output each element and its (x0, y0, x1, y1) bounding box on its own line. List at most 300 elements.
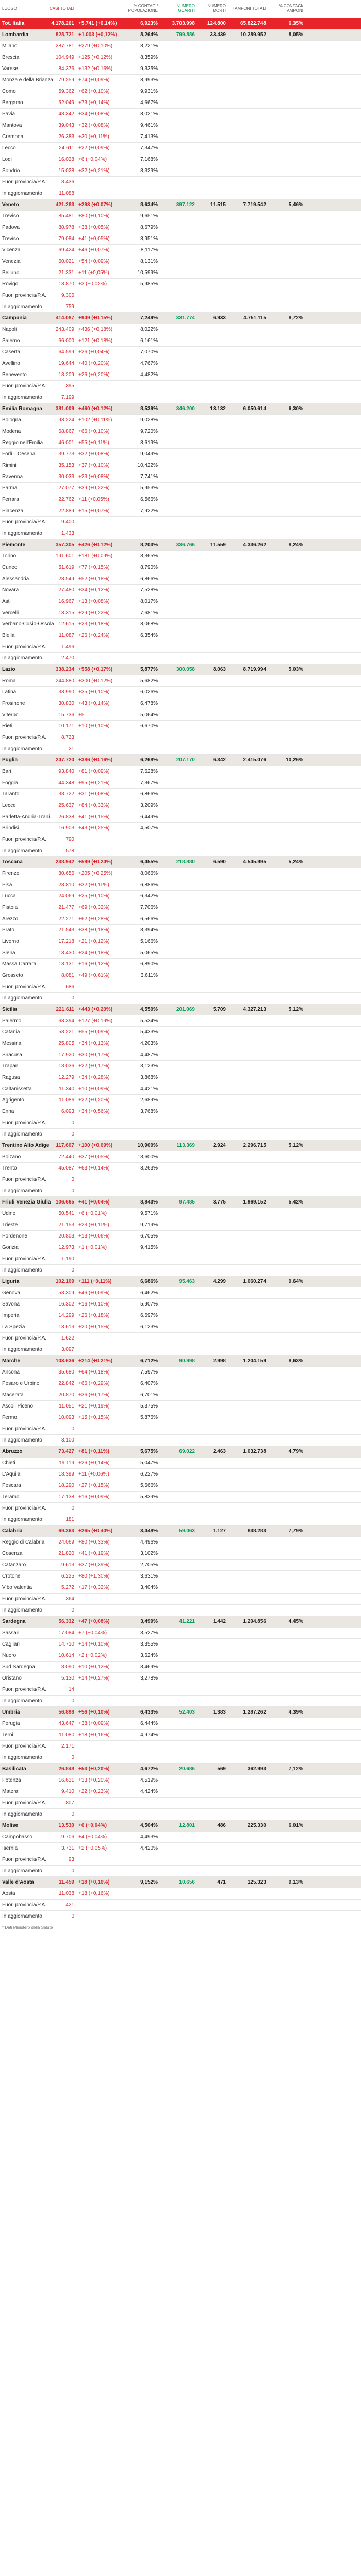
cell-place: Vercelli (2, 610, 19, 616)
cell-recovered: 799.886 (176, 32, 195, 38)
cell-place: In aggiornamento (2, 1698, 42, 1704)
cell-place: Cremona (2, 134, 24, 140)
cell-total-cases: 5.272 (61, 1585, 74, 1590)
cell-cases-population: 8,068% (140, 621, 158, 627)
cell-tests: 225.330 (247, 1823, 266, 1828)
cell-cases-tests: 6,30% (288, 406, 303, 412)
province-row (0, 1673, 361, 1684)
cell-deaths: 1.127 (212, 1528, 226, 1534)
cell-delta: +18 (+0,16%) (78, 1879, 110, 1885)
province-row (0, 165, 361, 177)
cell-total-cases: 72.440 (58, 1154, 74, 1160)
cell-place: In aggiornamento (2, 1913, 42, 1919)
cell-place: Vibo Valentia (2, 1585, 32, 1590)
cell-place: Emilia Romagna (2, 406, 42, 412)
cell-tests: 4.751.115 (243, 315, 266, 321)
cell-place: Oristano (2, 1675, 22, 1681)
cell-delta: +34 (+0,12%) (78, 587, 110, 593)
cell-place: Gorizia (2, 1245, 19, 1250)
cell-total-cases: 64.599 (58, 349, 74, 355)
cell-delta: +3 (+0,02%) (78, 281, 107, 287)
cell-delta: +20 (+0,15%) (78, 1324, 110, 1330)
cell-place: In aggiornamento (2, 1607, 42, 1613)
cell-total-cases: 26.383 (58, 134, 74, 140)
cell-place: Treviso (2, 213, 19, 219)
cell-delta: +13 (+0,06%) (78, 1233, 110, 1239)
cell-delta: +37 (+0,39%) (78, 1562, 110, 1568)
cell-cases-population: 8,066% (140, 871, 158, 876)
region-row (0, 1004, 361, 1015)
cell-place: Novara (2, 587, 19, 593)
province-row (0, 1741, 361, 1752)
cell-cases-tests: 6,01% (288, 1823, 303, 1828)
province-row (0, 1605, 361, 1616)
cell-total-cases: 30.830 (58, 701, 74, 706)
province-row (0, 1367, 361, 1378)
cell-delta: +52 (+0,18%) (78, 576, 110, 582)
cell-place: Umbria (2, 1709, 20, 1715)
cell-place: Siena (2, 950, 15, 956)
province-row (0, 494, 361, 505)
region-row (0, 755, 361, 766)
cell-total-cases: 13.131 (58, 961, 74, 967)
cell-place: Rovigo (2, 281, 19, 287)
cell-place: Bari (2, 769, 11, 774)
cell-delta: +81 (+0,11%) (78, 1449, 110, 1454)
cell-deaths: 8.063 (212, 667, 226, 672)
cell-recovered: 218.880 (176, 859, 195, 865)
cell-delta: +40 (+0,20%) (78, 361, 110, 366)
cell-delta: +38 (+0,09%) (78, 1721, 110, 1726)
cell-delta: +38 (+0,05%) (78, 225, 110, 230)
cell-total-cases: 28.549 (58, 576, 74, 582)
cell-total-cases: 0 (71, 1267, 74, 1273)
cell-place: Massa Carrara (2, 961, 37, 967)
cell-cases-population: 5,065% (140, 950, 158, 956)
cell-cases-population: 10,900% (137, 1143, 158, 1148)
cell-total-cases: 22.762 (58, 497, 74, 502)
province-row (0, 879, 361, 891)
cell-delta: +80 (+0,10%) (78, 213, 110, 219)
province-row (0, 1900, 361, 1911)
cell-delta: +111 (+0,11%) (78, 1279, 112, 1284)
cell-deaths: 569 (217, 1766, 226, 1772)
province-row (0, 913, 361, 925)
province-row (0, 596, 361, 607)
cell-delta: +73 (+0,14%) (78, 100, 110, 106)
cell-recovered: 97.485 (179, 1199, 195, 1205)
province-row (0, 528, 361, 539)
cell-cases-population: 3,102% (140, 1551, 158, 1556)
cell-place: Treviso (2, 236, 19, 242)
cell-cases-population: 5,682% (140, 678, 158, 684)
cell-delta: +49 (+0,61%) (78, 973, 110, 978)
cell-delta: +11 (+0,05%) (78, 497, 109, 502)
cell-total-cases: 11.088 (59, 191, 74, 196)
cell-total-cases: 11.087 (59, 633, 74, 638)
cell-delta: +54 (+0,09%) (78, 259, 110, 264)
cell-place: Perugia (2, 1721, 20, 1726)
province-row (0, 1492, 361, 1503)
cell-total-cases: 68.867 (58, 429, 74, 434)
cell-place: Fuori provincia/P.A. (2, 1902, 46, 1908)
cell-delta: +37 (+0,05%) (78, 1154, 110, 1160)
cell-cases-population: 7,367% (140, 780, 158, 786)
cell-place: Modena (2, 429, 21, 434)
province-row (0, 823, 361, 834)
cell-total-cases: 104.949 (55, 55, 74, 60)
province-row (0, 267, 361, 279)
cell-delta: +11 (+0,06%) (78, 1471, 109, 1477)
province-row (0, 279, 361, 290)
cell-total-cases: 759 (65, 304, 74, 310)
province-row (0, 777, 361, 789)
cell-total-cases: 25.805 (58, 1041, 74, 1046)
cell-cases-population: 7,741% (140, 474, 158, 480)
cell-tests: 1.032.738 (243, 1449, 266, 1454)
cell-cases-population: 8,021% (140, 111, 158, 117)
cell-cases-population: 8,365% (140, 553, 158, 559)
cell-total-cases: 56.332 (58, 1619, 74, 1624)
cell-delta: +16 (+0,12%) (78, 961, 110, 967)
province-row (0, 426, 361, 437)
cell-total-cases: 73.427 (58, 1449, 74, 1454)
cell-total-cases: 0 (71, 1698, 74, 1704)
province-row (0, 959, 361, 970)
cell-delta: +47 (+0,08%) (78, 1619, 110, 1624)
cell-place: Sud Sardegna (2, 1664, 35, 1670)
cell-cases-population: 6,342% (140, 893, 158, 899)
cell-place: Ancona (2, 1369, 20, 1375)
cell-cases-population: 4,507% (140, 825, 158, 831)
cell-cases-population: 3,624% (140, 1653, 158, 1658)
cell-total-cases: 357.305 (55, 542, 74, 548)
cell-delta: +7 (+0,04%) (78, 1630, 107, 1636)
province-row (0, 75, 361, 86)
cell-place: Udine (2, 1211, 16, 1216)
province-row (0, 947, 361, 959)
cell-delta: +32 (+0,11%) (78, 882, 109, 888)
province-row (0, 154, 361, 165)
province-row (0, 1242, 361, 1253)
cell-delta: +30 (+0,11%) (78, 134, 109, 140)
province-row (0, 233, 361, 245)
province-row (0, 1650, 361, 1662)
cell-place: Reggio nell'Emilia (2, 440, 43, 446)
province-row (0, 324, 361, 335)
cell-total-cases: 103.636 (55, 1358, 74, 1364)
cell-cases-tests: 5,12% (288, 1143, 303, 1148)
cell-delta: +55 (+0,09%) (78, 1029, 110, 1035)
cell-total-cases: 19.644 (58, 361, 74, 366)
cell-place: Pistoia (2, 905, 18, 910)
cell-cases-population: 4,519% (140, 1777, 158, 1783)
cell-total-cases: 68.394 (58, 1018, 74, 1024)
cell-delta: +181 (+0,09%) (78, 553, 113, 559)
province-row (0, 392, 361, 403)
cell-place: Bergamo (2, 100, 23, 106)
cell-cases-population: 4,974% (140, 1732, 158, 1738)
cell-place: Genova (2, 1290, 21, 1296)
province-row (0, 1265, 361, 1276)
cell-recovered: 59.063 (179, 1528, 195, 1534)
province-row (0, 936, 361, 947)
cell-delta: +460 (+0,12%) (78, 406, 113, 412)
cell-cases-population: 6,433% (140, 1709, 158, 1715)
cell-cases-population: 5,375% (140, 1403, 158, 1409)
province-row (0, 301, 361, 313)
province-row (0, 845, 361, 857)
cell-total-cases: 364 (65, 1596, 74, 1602)
cell-total-cases: 14 (68, 1687, 74, 1692)
province-row (0, 1083, 361, 1095)
cell-total-cases: 221.611 (56, 1007, 74, 1012)
cell-cases-population: 4,767% (140, 361, 158, 366)
cell-place: In aggiornamento (2, 191, 42, 196)
cell-delta: +31 (+0,08%) (78, 791, 110, 797)
cell-total-cases: 27.077 (58, 485, 74, 491)
cell-cases-population: 4,493% (140, 1834, 158, 1840)
cell-total-cases: 102.109 (55, 1279, 74, 1284)
cell-cases-population: 8,329% (140, 168, 158, 174)
cell-cases-population: 5,666% (140, 1483, 158, 1488)
cell-cases-population: 6,026% (140, 689, 158, 695)
cell-place: Parma (2, 485, 18, 491)
cell-place: Palermo (2, 1018, 22, 1024)
province-row (0, 868, 361, 879)
province-row (0, 1401, 361, 1412)
province-row (0, 1798, 361, 1809)
cell-total-cases: 790 (65, 837, 74, 842)
cell-cases-population: 8,221% (140, 43, 158, 49)
table-body (0, 29, 361, 1922)
cell-place: Torino (2, 553, 17, 559)
region-row (0, 1707, 361, 1718)
cell-cases-population: 3,404% (140, 1585, 158, 1590)
province-row (0, 1571, 361, 1582)
province-row (0, 1049, 361, 1061)
region-row (0, 1820, 361, 1832)
cell-total-cases: 10.614 (58, 1653, 74, 1658)
cell-place: Liguria (2, 1279, 20, 1284)
cell-place: Messina (2, 1041, 22, 1046)
cell-cases-population: 4,203% (140, 1041, 158, 1046)
cell-delta: +14 (+0,27%) (78, 1675, 110, 1681)
cell-place: Pesaro e Urbino (2, 1381, 40, 1386)
province-row (0, 143, 361, 154)
cell-delta: +41 (+0,05%) (78, 236, 110, 242)
cell-tests: 838.283 (247, 1528, 266, 1534)
cell-place: Barletta-Andria-Trani (2, 814, 50, 820)
cell-cases-population: 4,550% (140, 1007, 158, 1012)
cell-delta: +4 (+0,04%) (78, 1834, 107, 1840)
cell-delta: +22 (+0,23%) (78, 1789, 110, 1794)
cell-total-cases: 69.363 (58, 1528, 74, 1534)
cell-place: Fuori provincia/P.A. (2, 519, 46, 525)
cell-recovered: 10.656 (179, 1879, 195, 1885)
cell-place: In aggiornamento (2, 655, 42, 661)
cell-cases-population: 6,697% (140, 1313, 158, 1318)
cell-delta: +6 (+0,04%) (78, 157, 107, 162)
col-header-total-cases: CASI TOTALI (49, 6, 74, 11)
cell-total-cases: 18.290 (58, 1483, 74, 1488)
cell-place: Fuori provincia/P.A. (2, 1800, 46, 1806)
total-cases-population: 6,923% (140, 21, 158, 26)
cell-place: In aggiornamento (2, 1437, 42, 1443)
province-row (0, 1106, 361, 1117)
province-row (0, 97, 361, 109)
cell-place: Fuori provincia/P.A. (2, 644, 46, 650)
cell-cases-population: 9,931% (140, 89, 158, 94)
cell-total-cases: 6.093 (61, 1109, 74, 1114)
cell-place: Salerno (2, 338, 20, 344)
cell-total-cases: 106.665 (55, 1199, 74, 1205)
cell-cases-population: 8,539% (140, 406, 158, 412)
cell-deaths: 4.299 (212, 1279, 226, 1284)
cell-total-cases: 181 (65, 1517, 74, 1522)
cell-delta: +26 (+0,24%) (78, 633, 110, 638)
cell-cases-population: 9,028% (140, 417, 158, 423)
cell-total-cases: 25.637 (58, 803, 74, 808)
cell-cases-population: 10,422% (137, 463, 158, 468)
cell-total-cases: 13.430 (58, 950, 74, 956)
cell-cases-population: 7,168% (140, 157, 158, 162)
cell-place: In aggiornamento (2, 1868, 42, 1874)
province-row (0, 211, 361, 222)
cell-place: Fuori provincia/P.A. (2, 984, 46, 990)
cell-delta: +77 (+0,15%) (78, 565, 110, 570)
cell-cases-population: 9,152% (140, 1879, 158, 1885)
cell-total-cases: 43.647 (58, 1721, 74, 1726)
cell-cases-population: 3,469% (140, 1664, 158, 1670)
cell-cases-population: 4,504% (140, 1823, 158, 1828)
cell-total-cases: 16.967 (58, 599, 74, 604)
cell-total-cases: 14.299 (58, 1313, 74, 1318)
cell-place: Nuoro (2, 1653, 17, 1658)
province-row (0, 1185, 361, 1197)
cell-place: Venezia (2, 259, 21, 264)
total-deaths: 124.800 (207, 21, 226, 26)
cell-place: In aggiornamento (2, 1188, 42, 1194)
cell-place: Fuori provincia/P.A. (2, 1120, 46, 1126)
cell-cases-tests: 5,46% (288, 202, 303, 208)
province-row (0, 1548, 361, 1560)
province-row (0, 585, 361, 596)
cell-place: Lecco (2, 145, 16, 151)
cell-total-cases: 35.680 (58, 1369, 74, 1375)
cell-total-cases: 338.234 (55, 667, 74, 672)
cell-deaths: 471 (217, 1879, 226, 1885)
cell-total-cases: 12.279 (58, 1075, 74, 1080)
cell-tests: 2.415.076 (243, 757, 266, 763)
province-row (0, 1503, 361, 1514)
cell-delta: +293 (+0,07%) (78, 202, 113, 208)
cell-cases-population: 5,876% (140, 1415, 158, 1420)
province-row (0, 1696, 361, 1707)
cell-cases-population: 8,117% (140, 247, 158, 253)
cell-place: Cagliari (2, 1641, 20, 1647)
cell-place: Livorno (2, 939, 19, 944)
cell-cases-population: 9,651% (140, 213, 158, 219)
cell-total-cases: 69.424 (58, 247, 74, 253)
cell-total-cases: 0 (71, 1811, 74, 1817)
cell-total-cases: 11.080 (59, 1732, 74, 1738)
province-row (0, 177, 361, 188)
cell-cases-population: 7,070% (140, 349, 158, 355)
cell-place: Fuori provincia/P.A. (2, 1857, 46, 1862)
cell-deaths: 2.998 (212, 1358, 226, 1364)
province-row (0, 721, 361, 732)
cell-place: Varese (2, 66, 18, 72)
cell-delta: +26 (+0,14%) (78, 1460, 110, 1466)
cell-total-cases: 39.773 (58, 451, 74, 457)
cell-delta: +15 (+0,15%) (78, 1415, 110, 1420)
cell-total-cases: 243.409 (55, 327, 74, 332)
cell-total-cases: 421 (65, 1902, 74, 1908)
province-row (0, 562, 361, 573)
cell-cases-population: 6,866% (140, 791, 158, 797)
cell-place: Fuori provincia/P.A. (2, 1687, 46, 1692)
cell-total-cases: 9.410 (61, 1789, 74, 1794)
cell-place: Teramo (2, 1494, 20, 1500)
cell-cases-population: 7,628% (140, 769, 158, 774)
cell-place: Piemonte (2, 542, 26, 548)
cell-cases-population: 9,571% (140, 1211, 158, 1216)
cell-tests: 1.204.159 (243, 1358, 266, 1364)
cell-total-cases: 21.331 (58, 270, 74, 276)
cell-delta: +22 (+0,17%) (78, 1063, 110, 1069)
cell-place: In aggiornamento (2, 1755, 42, 1760)
cell-cases-population: 6,455% (140, 859, 158, 865)
cell-place: Bologna (2, 417, 21, 423)
province-row (0, 188, 361, 199)
cell-cases-population: 8,022% (140, 327, 158, 332)
cell-place: Sondrio (2, 168, 20, 174)
cell-place: Trentino Alto Adige (2, 1143, 50, 1148)
cell-recovered: 113.369 (176, 1143, 195, 1148)
region-row (0, 313, 361, 324)
cell-place: In aggiornamento (2, 1811, 42, 1817)
cell-delta: +46 (+0,09%) (78, 1290, 110, 1296)
cell-place: Fuori provincia/P.A. (2, 179, 46, 185)
cell-cases-population: 3,631% (140, 1573, 158, 1579)
cell-delta: +6 (+0,04%) (78, 1823, 107, 1828)
province-row (0, 1208, 361, 1219)
cell-cases-tests: 4,79% (288, 1449, 303, 1454)
cell-place: Padova (2, 225, 20, 230)
province-row (0, 1730, 361, 1741)
cell-delta: +23 (+0,08%) (78, 474, 110, 480)
cell-delta: +16 (+0,10%) (78, 1301, 110, 1307)
total-delta: +5.741 (+0,14%) (78, 21, 117, 26)
cell-place: Viterbo (2, 712, 19, 718)
province-row (0, 290, 361, 301)
cell-delta: +56 (+0,10%) (78, 1709, 110, 1715)
province-row (0, 1594, 361, 1605)
cell-place: Fuori provincia/P.A. (2, 1177, 46, 1182)
province-row (0, 369, 361, 381)
region-row (0, 1197, 361, 1208)
cell-place: In aggiornamento (2, 395, 42, 400)
cell-place: Vicenza (2, 247, 21, 253)
cell-total-cases: 59.362 (58, 89, 74, 94)
cell-delta: +66 (+0,29%) (78, 1381, 110, 1386)
cell-total-cases: 117.607 (56, 1143, 74, 1148)
province-row (0, 1333, 361, 1344)
cell-place: Caserta (2, 349, 21, 355)
region-row (0, 1877, 361, 1888)
cell-place: Lucca (2, 893, 16, 899)
